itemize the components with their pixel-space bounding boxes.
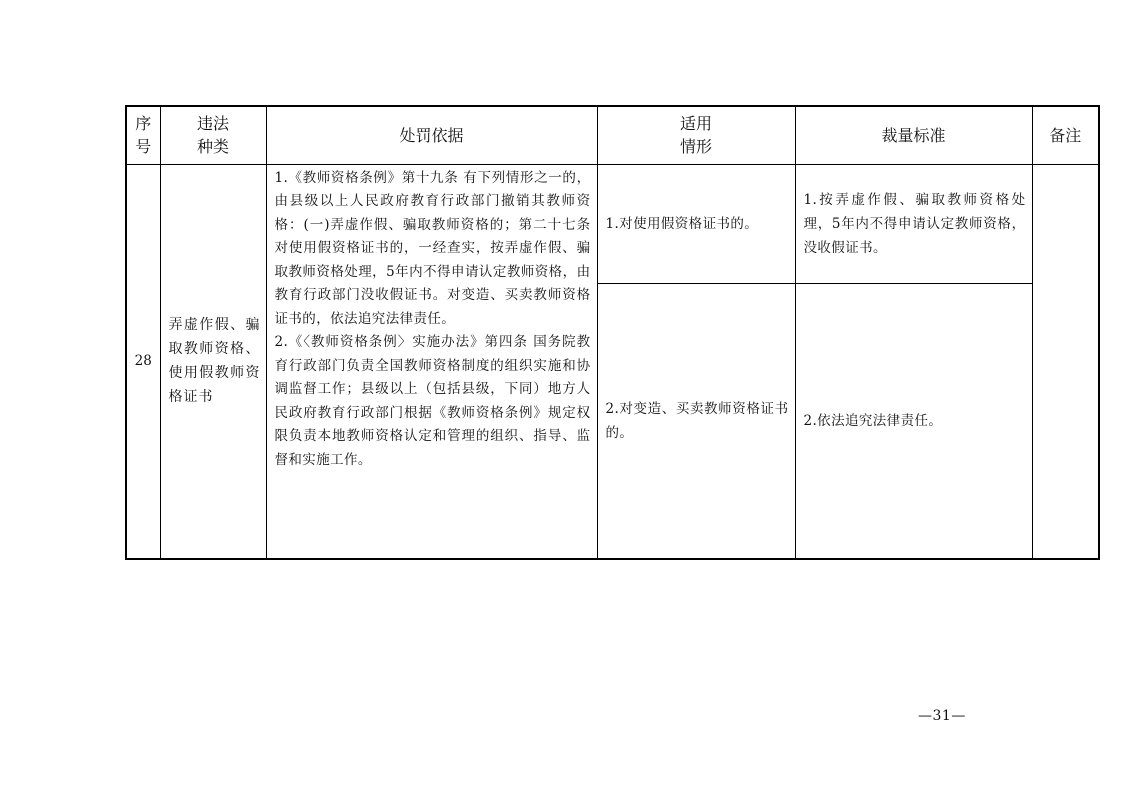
row-remark: [1032, 164, 1099, 559]
row-seq-number: 28: [126, 164, 160, 559]
row-penalty-basis: [266, 164, 597, 559]
table-row: [126, 164, 1099, 283]
header-remark: 备注: [1032, 106, 1099, 164]
row-violation-type: 弄虚作假、骗取教师资格、使用假教师资格证书: [160, 164, 266, 559]
table-header-row: [126, 106, 1099, 164]
basis-paragraph-2: 2.《〈教师资格条例〉实施办法》第四条 国务院教育行政部门负责全国教师资格制度的组织实施和协调监督工作；县级以上（包括县级，下同）地方人民政府教育行政部门根据《教师资格条例》规定权限负责本地教师资格认定和管理的组织、指导、监督和实施工作。: [274, 334, 591, 468]
situation-1: 1.对使用假资格证书的。: [597, 164, 795, 283]
situation-2: 2.对变造、买卖教师资格证书的。: [597, 283, 795, 559]
basis-paragraph-1: 1.《教师资格条例》第十九条 有下列情形之一的，由县级以上人民政府教育行政部门撤销其教师资格：(一)弄虚作假、骗取教师资格的；第二十七条 对使用假资格证书的，一经查实，按弄虚作假、骗取教师资格处理，5年内不得申请认定教师资格，由教育行政部门没收假证书。对变造、买卖教师资格证书的，依法追究法律责任。: [274, 169, 591, 327]
header-penalty-basis: 处罚依据: [266, 106, 597, 164]
standard-2: 2.依法追究法律责任。: [795, 283, 1032, 559]
header-discretion-standard: 裁量标准: [795, 106, 1032, 164]
header-violation-type: 违法 种类: [160, 106, 266, 164]
penalty-table: [125, 105, 1100, 560]
page-number: —31—: [918, 708, 966, 724]
standard-1: 1.按弄虚作假、骗取教师资格处理，5年内不得申请认定教师资格，没收假证书。: [795, 164, 1032, 283]
header-seq: 序 号: [126, 106, 160, 164]
header-applicable-situation: 适用 情形: [597, 106, 795, 164]
